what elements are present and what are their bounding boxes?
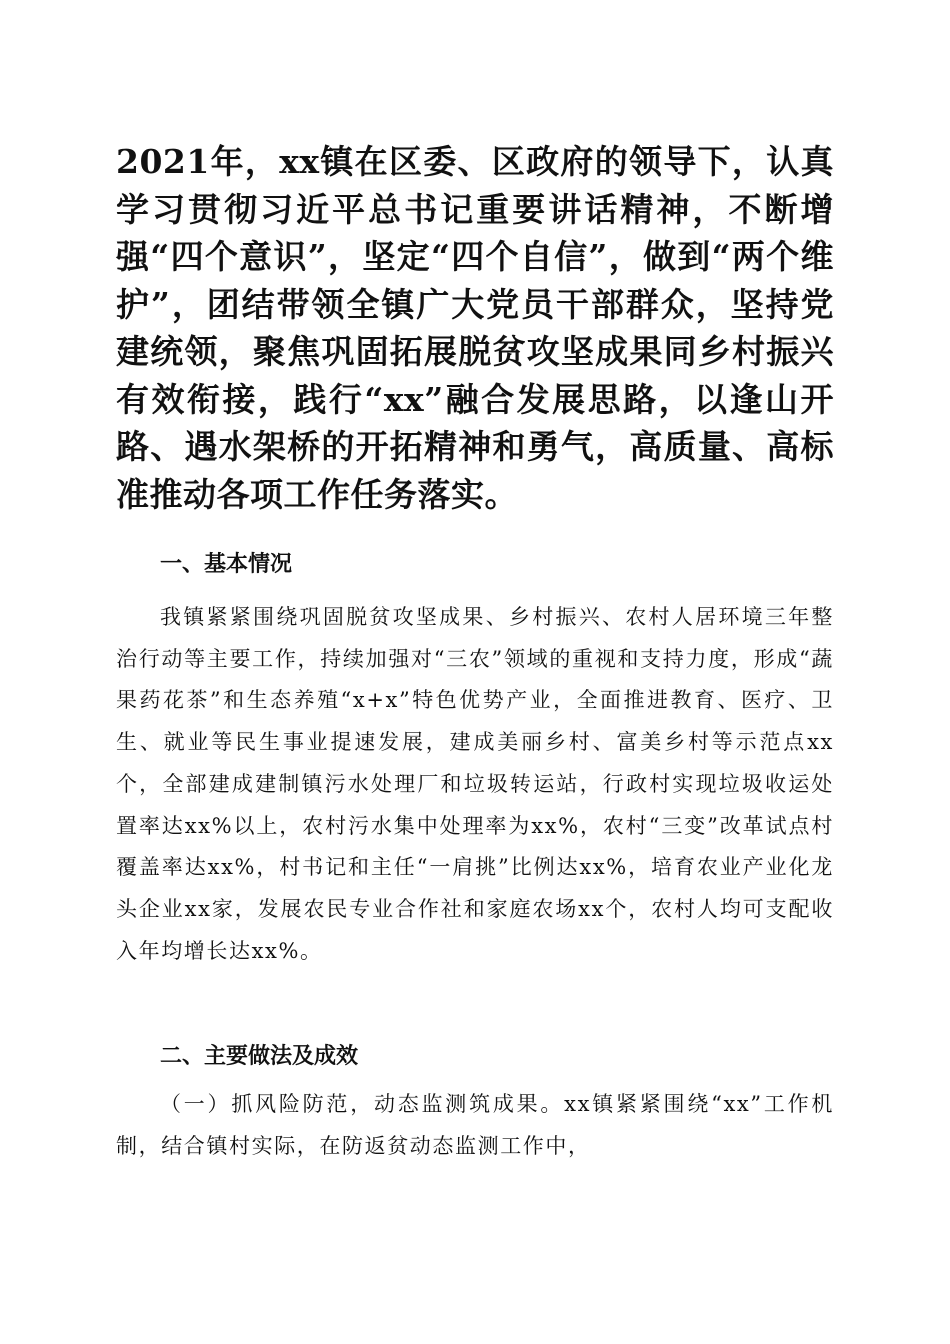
section-heading: 二、主要做法及成效 xyxy=(160,1044,359,1069)
section-main-practices xyxy=(116,1042,834,1167)
section-paragraph: （一）抓风险防范，动态监测筑成果。xx镇紧紧围绕“xx”工作机制，结合镇村实际，在防返贫动态监测工作中， xyxy=(116,1092,834,1158)
intro-paragraph: 2021年，xx镇在区委、区政府的领导下，认真学习贯彻习近平总书记重要讲话精神，不断增强“四个意识”，坚定“四个自信”，做到“两个维护”，团结带领全镇广大党员干部群众，坚持党建统领，聚焦巩固拓展脱贫攻坚成果同乡村振兴有效衔接，践行“xx”融合发展思路，以逢山开路、遇水架桥的开拓精神和勇气，高质量、高标准推动各项工作任务落实。 xyxy=(116,142,834,514)
section-basic-situation xyxy=(116,550,834,972)
section-paragraph: 我镇紧紧围绕巩固脱贫攻坚成果、乡村振兴、农村人居环境三年整治行动等主要工作，持续加强对“三农”领域的重视和支持力度，形成“蔬果药花茶”和生态养殖“x+x”特色优势产业，全面推进教育、医疗、卫生、就业等民生事业提速发展，建成美丽乡村、富美乡村等示范点xx个，全部建成建制镇污水处理厂和垃圾转运站，行政村实现垃圾收运处置率达xx%以上，农村污水集中处理率为xx%，农村“三变”改革试点村覆盖率达xx%，村书记和主任“一肩挑”比例达xx%，培育农业产业化龙头企业xx家，发展农民专业合作社和家庭农场xx个，农村人均可支配收入年均增长达xx%。 xyxy=(116,605,834,963)
section-heading: 一、基本情况 xyxy=(160,552,293,577)
